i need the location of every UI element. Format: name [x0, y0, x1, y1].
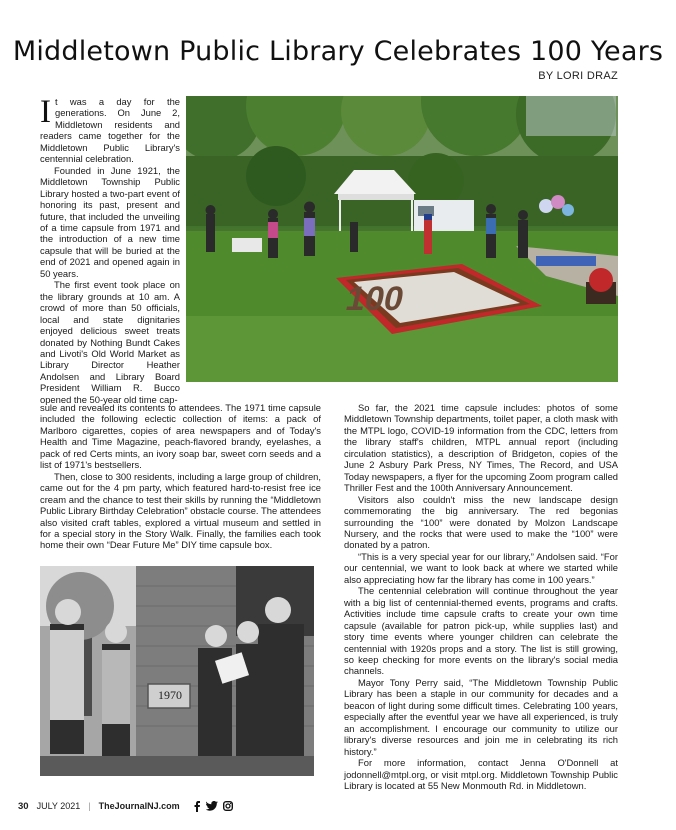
celebration-photo	[186, 96, 618, 382]
celebration-photo-art	[186, 96, 618, 382]
svg-text:100: 100	[342, 280, 408, 318]
historical-photo-art	[40, 566, 314, 776]
footer-separator: |	[88, 801, 91, 811]
article-paragraph: sule and revealed its contents to attendees. The 1971 time capsule included the following eclectic collection of items: a pack of Marlboro cigarettes, copies of area newspapers and of Today's Health and Time Magazine, peach-flavored brandy, eyelashes, a pack of red Certs mints, an ivory soap bar, sweet corn seeds and a list of 1971's bestsellers.	[40, 402, 321, 471]
plaque-text: 1970	[158, 688, 182, 702]
article-column-b	[40, 402, 321, 551]
article-paragraph: For more information, contact Jenna O'Donnell at jodonnell@mtpl.org, or visit mtpl.org. Middletown Township Public Library is located at 55 New Monmouth Rd. in Middletown.	[344, 757, 618, 791]
site-link[interactable]: TheJournalNJ.com	[98, 801, 180, 811]
page-number: 30	[18, 800, 29, 812]
page-footer	[18, 798, 233, 814]
article-paragraph: Founded in June 1921, the Middletown Township Public Library hosted a two-part event of honoring its past, present and future, that included the unveiling of a time capsule from 1971 and the introduction of a new time capsule that will be buried at the end of 2021 and opened again in 50 years.	[40, 164, 180, 279]
article-paragraph: The centennial celebration will continue throughout the year with a big list of centennial-themed events, programs and crafts. Activities include time capsule crafts to create your own time capsule (available for patron pick-up, while supplies last) and story time events where younger children can celebrate the centennial with 1920s props and a story. The list is still growing, so keep checking for more events on the library's social media channels.	[344, 585, 618, 677]
article-byline: BY LORI DRAZ	[538, 70, 618, 82]
article-paragraph: Mayor Tony Perry said, “The Middletown Township Public Library has been a staple in our community for decades and a beacon of light during some difficult times. Celebrating 100 years, especially after the eventful year we have all experienced, is truly an accomplishment. I encourage our community to utilize our library's diverse resources and join me in celebrating its rich history.”	[344, 676, 618, 757]
article-paragraph: The first event took place on the library grounds at 10 am. A crowd of more than 50 officials, local and state dignitaries enjoyed delicious sweet treats donated by Nothing Bundt Cakes and Livoti's Old World Market as Library Director Heather Andolsen and Library Board President William R. Bucco opened the 50-year old time cap-	[40, 279, 180, 405]
article-paragraph: Visitors also couldn't miss the new landscape design commemorating the big anniversary. The red begonias surrounding the “100” were donated by Molzon Landscape Nursery, and the rocks that were used to make the “100” were donated by a patron.	[344, 493, 618, 551]
historical-photo-1970	[40, 566, 314, 776]
issue-date: JULY 2021	[36, 801, 81, 811]
first-paragraph-text: t was a day for the generations. On June 2, Middletown residents and readers came together for the Middletown Public Library's centennial celebration.	[40, 96, 180, 165]
article-paragraph-1	[40, 96, 180, 165]
dropcap: I	[40, 94, 51, 130]
article-paragraph: Then, close to 300 residents, including a large group of children, came out for the 4 pm party, which featured hard-to-resist free ice cream and the chance to test their skills by running the “Middletown Public Library Birthday Celebration” obstacle course. The attendees also visited craft tables, explored a virtual museum and settled in for a special story in the Story Walk. Finally, the families each took home their own “Dear Future Me” DIY time capsule box.	[40, 470, 321, 551]
article-paragraph: “This is a very special year for our library,” Andolsen said. “For our centennial, we want to look back at where we started while also appreciating how far the library has come in 100 years.”	[344, 550, 618, 585]
twitter-icon[interactable]	[206, 801, 218, 811]
article-headline: Middletown Public Library Celebrates 100 Years	[12, 36, 664, 67]
article-column-c	[344, 402, 618, 791]
facebook-icon[interactable]	[192, 801, 201, 812]
article-column-a	[40, 96, 180, 405]
article-paragraph: So far, the 2021 time capsule includes: photos of some Middletown Township departments, toilet paper, a cloth mask with the MTPL logo, COVID-19 information from the CDC, letters from the library staff's children, MTPL annual report (including circulation statistics), a description of Bridgeton, copies of the June 2 Asbury Park Press, NY Times, The Record, and USA Today newspapers, a flyer for the upcoming Zoom program called Thriller Fest and the 100th Anniversary Announcement.	[344, 402, 618, 494]
social-icons	[192, 801, 233, 812]
instagram-icon[interactable]	[223, 801, 233, 811]
